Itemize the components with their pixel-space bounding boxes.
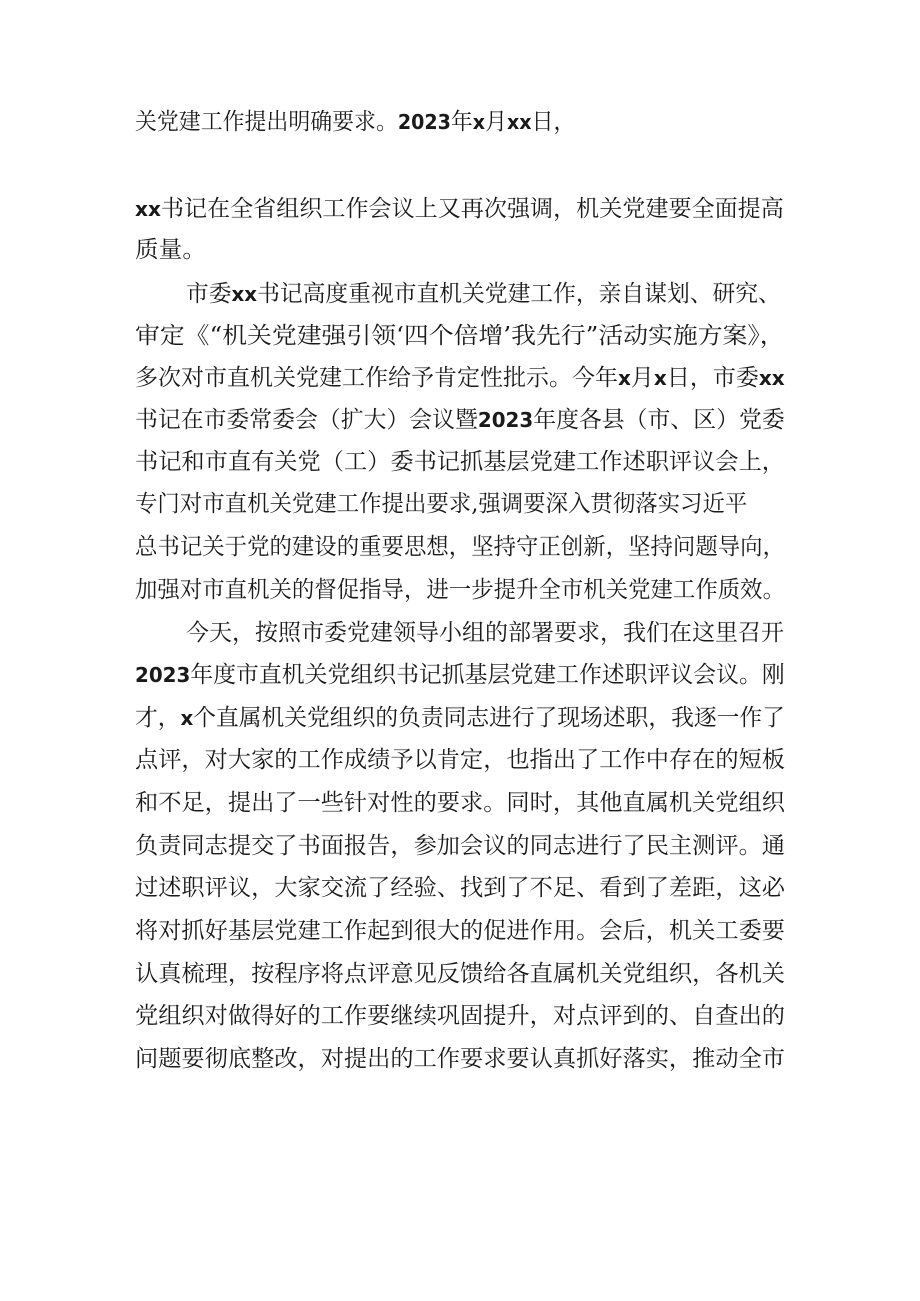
text-line — [135, 959, 785, 989]
text-span: xx — [135, 197, 161, 221]
text-span: 问题要彻底整改，对提出的工作要求要认真抓好落实，推动全市 — [135, 1046, 785, 1072]
text-span: 质量。 — [135, 237, 206, 263]
text-line — [186, 618, 784, 648]
text-span: 2023 — [477, 408, 534, 432]
text-line — [135, 363, 785, 393]
text-line — [135, 405, 785, 435]
text-span: x — [180, 706, 194, 730]
text-line — [135, 447, 785, 477]
text-span: xx — [506, 110, 532, 134]
text-span: 党组织对做得好的工作要继续巩固提升，对点评到的、自查出的 — [135, 1003, 785, 1029]
text-span: xx — [758, 366, 785, 390]
text-line — [135, 788, 785, 818]
text-span: 负责同志提交了书面报告，参加会议的同志进行了民主测评。通 — [135, 833, 785, 859]
text-span: 日， — [531, 109, 576, 135]
text-span: 日，市委 — [666, 365, 759, 391]
text-span: 将对抓好基层党建工作起到很大的促进作用。会后，机关工委要 — [135, 918, 785, 944]
text-span: 书记在全省组织工作会议上又再次强调，机关党建要全面提高 — [160, 196, 784, 222]
text-span: x — [618, 366, 631, 390]
text-span: 书记和市直有关党（工）委书记抓基层党建工作述职评议会上， — [135, 449, 785, 475]
text-span: 多次对市直机关党建工作给予肯定性批示。今年 — [135, 365, 618, 391]
text-line — [135, 532, 785, 562]
text-span: 年度市直机关党组织书记抓基层党建工作述职评议会议。刚 — [190, 662, 785, 688]
text-line — [135, 831, 785, 861]
text-span: 年度各县（市、区）党委 — [533, 407, 785, 433]
text-span: x — [653, 366, 667, 390]
text-span: 2023 — [397, 110, 451, 134]
text-span: 和不足，提出了一些针对性的要求。同时，其他直属机关党组织 — [135, 790, 785, 816]
text-line — [135, 703, 785, 733]
text-line — [135, 916, 785, 946]
text-span: 过述职评议，大家交流了经验、找到了不足、看到了差距，这必 — [135, 875, 785, 901]
text-span: 认真梳理，按程序将点评意见反馈给各直属机关党组织，各机关 — [135, 961, 785, 987]
text-span: 审定《“机关党建强引领‘四个倍增’我先行”活动实施方案》， — [135, 323, 785, 349]
text-line — [135, 107, 575, 137]
text-span: 书记在市委常委会（扩大）会议暨 — [135, 407, 478, 433]
text-span: xx — [231, 282, 258, 306]
text-span: 月 — [485, 109, 507, 135]
text-line — [135, 745, 785, 775]
text-span: 总书记关于党的建设的重要思想，坚持守正创新，坚持问题导向， — [135, 534, 785, 560]
text-span: 市委 — [186, 281, 232, 307]
text-line — [135, 1001, 785, 1031]
text-line — [135, 1044, 785, 1074]
text-span: 2023 — [135, 663, 191, 687]
text-line — [135, 873, 785, 903]
text-span: 专门对市直机关党建工作提出要求,强调要深入贯彻落实习近平 — [135, 491, 748, 517]
text-span: 点评，对大家的工作成绩予以肯定，也指出了工作中存在的短板 — [135, 747, 785, 773]
text-span: 年 — [450, 109, 473, 135]
text-span: 加强对市直机关的督促指导，进一步提升全市机关党建工作质效。 — [135, 577, 785, 603]
text-line — [135, 575, 785, 605]
text-span: 书记高度重视市直机关党建工作，亲自谋划、研究、 — [257, 281, 781, 307]
text-line — [186, 279, 781, 309]
text-span: x — [472, 110, 486, 134]
text-line — [135, 321, 785, 351]
text-span: 才， — [135, 705, 181, 731]
text-span: 今天，按照市委党建领导小组的部署要求，我们在这里召开 — [186, 620, 784, 646]
text-line — [135, 489, 747, 519]
text-line — [135, 660, 785, 690]
text-line — [135, 194, 784, 224]
text-span: 个直属机关党组织的负责同志进行了现场述职，我逐一作了 — [193, 705, 785, 731]
text-span: 月 — [630, 365, 654, 391]
text-line — [135, 235, 206, 265]
text-span: 关党建工作提出明确要求。 — [135, 109, 398, 135]
